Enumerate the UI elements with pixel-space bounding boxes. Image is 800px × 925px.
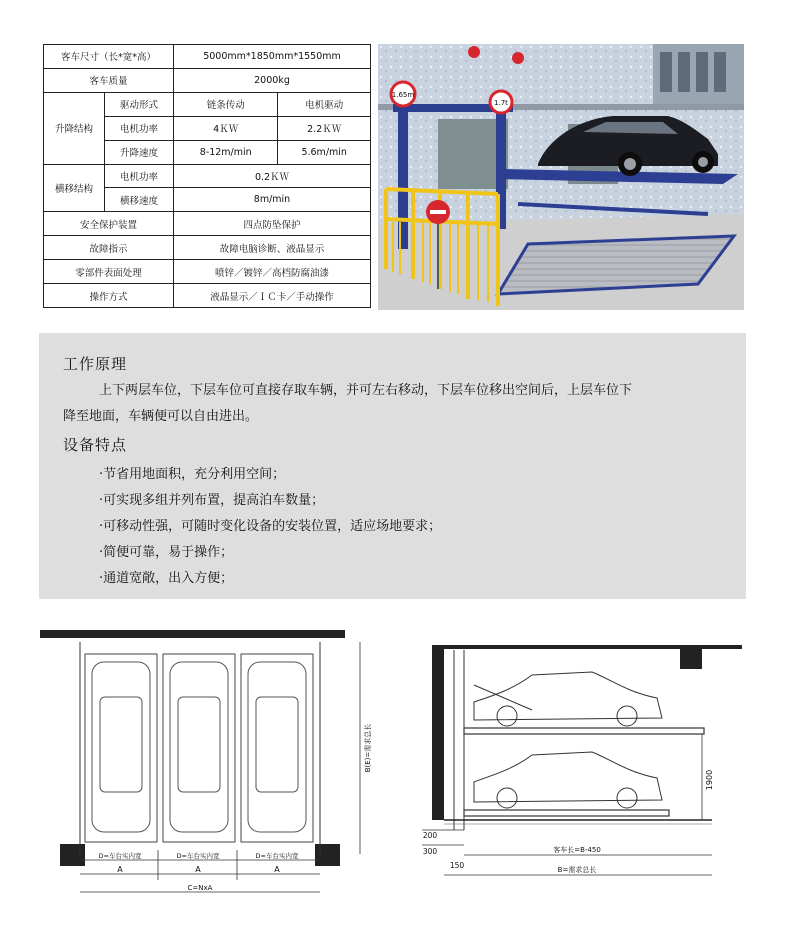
- bay-dim-a: A: [195, 865, 201, 874]
- parking-lift-photo: [378, 44, 744, 310]
- side-drawing: [412, 630, 752, 890]
- lift-speed-1: 8-12m/min: [174, 140, 278, 164]
- lower-platform: [498, 236, 734, 294]
- fault-value: 故障电脑诊断、液晶显示: [174, 236, 371, 260]
- bay-dim-a: A: [274, 865, 280, 874]
- principle-line-1: 上下两层车位，下层车位可直接存取车辆，并可左右移动，下层车位移出空间后，上层车位下: [99, 383, 633, 398]
- upper-platform-line: [464, 728, 704, 734]
- info-panel: [39, 333, 746, 599]
- dim-150: 150: [449, 861, 465, 870]
- features-title: 设备特点: [63, 436, 128, 454]
- plan-drawing: [40, 622, 385, 922]
- safety-label: 安全保护装置: [44, 212, 174, 236]
- safety-value: 四点防坠保护: [174, 212, 371, 236]
- logo-icon: [468, 46, 480, 58]
- lift-power-2: 2.2ＫＷ: [278, 116, 371, 140]
- drive-value-1: 链条传动: [174, 92, 278, 116]
- left-wall: [432, 645, 444, 820]
- trav-power-label: 电机功率: [105, 164, 174, 188]
- bay-dim-a: A: [117, 865, 123, 874]
- car-length-label: 客车长=B-450: [553, 846, 601, 854]
- dim-200: 200: [422, 831, 438, 840]
- bay-width-label: D=车台实内宽: [255, 852, 299, 860]
- drive-type-label: 驱动形式: [105, 92, 174, 116]
- upper-car-outline: [474, 672, 662, 726]
- operation-value: 液晶显示／ＩＣ卡／手动操作: [174, 284, 371, 308]
- lift-speed-label: 升降速度: [105, 140, 174, 164]
- drive-value-2: 电机驱动: [278, 92, 371, 116]
- dim-300: 300: [422, 847, 438, 856]
- car-size-label: 客车尺寸（长*宽*高）: [44, 45, 174, 69]
- height-1900: 1900: [705, 769, 714, 791]
- total-width-label: C=NxA: [187, 884, 213, 892]
- car-mass-label: 客车质量: [44, 68, 174, 92]
- car-plan-views: [92, 662, 306, 832]
- feature-item: ·节省用地面积，充分利用空间；: [99, 467, 286, 482]
- lower-car-outline: [474, 752, 662, 808]
- total-length-label: B=需求总长: [557, 866, 597, 874]
- lower-platform-line: [464, 810, 669, 816]
- spec-table: [43, 44, 371, 308]
- bay-width-label: D=车台实内宽: [176, 852, 220, 860]
- height-sign-text: 1.65m: [391, 91, 415, 99]
- lift-structure-label: 升降结构: [44, 92, 105, 164]
- lift-power-1: 4ＫＷ: [174, 116, 278, 140]
- trav-speed-value: 8m/min: [174, 188, 371, 212]
- feature-item: ·简便可靠，易于操作；: [99, 545, 234, 560]
- surface-value: 喷锌／镀锌／高档防腐油漆: [174, 260, 371, 284]
- principle-line-2: 降至地面，车辆便可以自由进出。: [63, 409, 259, 424]
- top-wall: [40, 630, 345, 638]
- car-size-value: 5000mm*1850mm*1550mm: [174, 45, 371, 69]
- lift-speed-2: 5.6m/min: [278, 140, 371, 164]
- car-mass-value: 2000kg: [174, 68, 371, 92]
- bay-width-label: D=车台实内宽: [98, 852, 142, 860]
- feature-item: ·可实现多组并列布置，提高泊车数量；: [99, 493, 325, 508]
- fault-label: 故障指示: [44, 236, 174, 260]
- lift-power-label: 电机功率: [105, 116, 174, 140]
- traverse-structure-label: 横移结构: [44, 164, 105, 212]
- ceiling: [432, 645, 742, 649]
- surface-label: 零部件表面处理: [44, 260, 174, 284]
- weight-sign-text: 1.7t: [494, 99, 508, 107]
- trav-power-value: 0.2ＫＷ: [174, 164, 371, 188]
- logo-icon: [512, 52, 524, 64]
- principle-title: 工作原理: [63, 355, 128, 373]
- trav-speed-label: 横移速度: [105, 188, 174, 212]
- feature-item: ·通道宽敞，出入方便；: [99, 571, 234, 586]
- feature-item: ·可移动性强，可随时变化设备的安装位置，适应场地要求；: [99, 519, 442, 534]
- depth-label: B(E)=需求总长: [364, 723, 372, 773]
- operation-label: 操作方式: [44, 284, 174, 308]
